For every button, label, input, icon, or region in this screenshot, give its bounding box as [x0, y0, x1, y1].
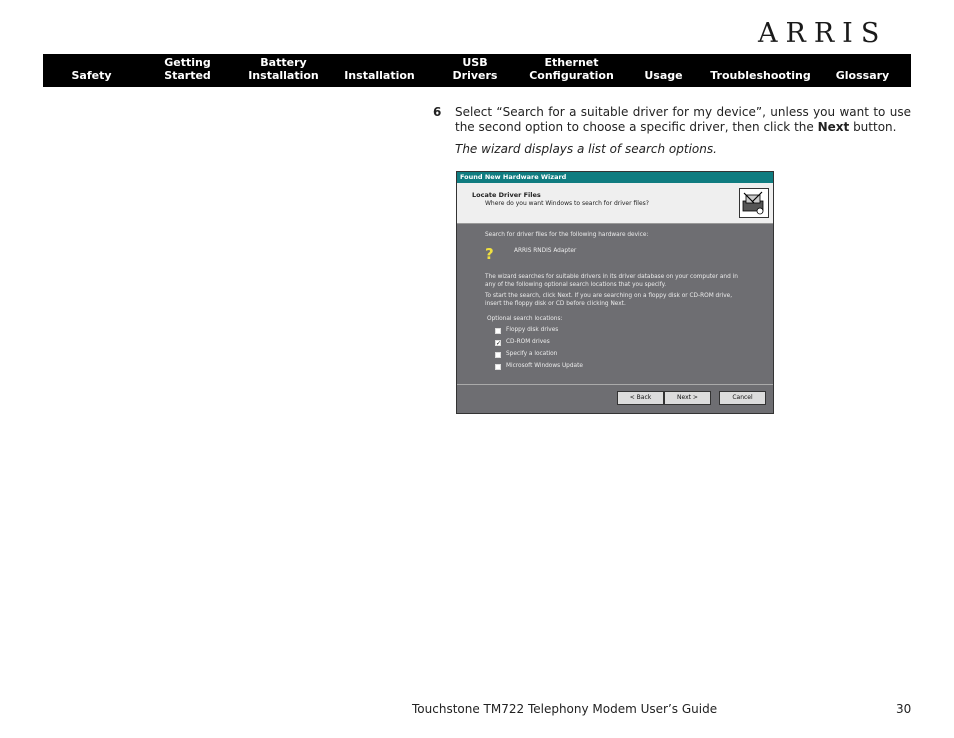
- step-instruction: [455, 105, 911, 135]
- nav-label: Getting Started: [164, 56, 211, 82]
- nav-label: Ethernet Configuration: [529, 56, 614, 82]
- nav-safety[interactable]: [43, 54, 140, 87]
- wizard-search-for: Search for driver files for the following hardware device:: [485, 232, 649, 238]
- arris-logo: ARRIS: [758, 18, 888, 49]
- nav-troubleshooting[interactable]: [707, 54, 814, 87]
- wizard-para1-line2: any of the following optional search locations that you specify.: [485, 282, 667, 288]
- nav-getting-started[interactable]: [140, 54, 235, 87]
- nav-label: Safety: [71, 69, 112, 82]
- floppy-label: Floppy disk drives: [506, 327, 559, 333]
- wizard-para2-line1: To start the search, click Next. If you are searching on a floppy disk or CD-ROM drive,: [485, 293, 733, 299]
- back-button[interactable]: < Back: [617, 391, 664, 405]
- nav-installation[interactable]: [332, 54, 427, 87]
- windows-update-label: Microsoft Windows Update: [506, 363, 583, 369]
- wizard-title-bar: Found New Hardware Wizard: [457, 172, 773, 183]
- nav-label: USB Drivers: [452, 56, 498, 82]
- nav-usage[interactable]: [620, 54, 707, 87]
- location-label: Specify a location: [506, 351, 558, 357]
- nav-glossary[interactable]: [814, 54, 911, 87]
- step-caption: The wizard displays a list of search options.: [455, 142, 717, 156]
- step-text-after: button.: [849, 120, 897, 134]
- wizard-button-divider: [457, 384, 773, 385]
- nav-ethernet-configuration[interactable]: [523, 54, 620, 87]
- floppy-checkbox[interactable]: [495, 328, 501, 334]
- wizard-header-divider: [457, 223, 773, 224]
- windows-update-checkbox[interactable]: [495, 364, 501, 370]
- step-text-bold: Next: [817, 120, 850, 134]
- wizard-header: [457, 183, 773, 223]
- footer-document-title: Touchstone TM722 Telephony Modem User’s Guide: [412, 702, 718, 716]
- wizard-device-name: ARRIS RNDIS Adapter: [514, 248, 577, 254]
- nav-usb-drivers[interactable]: [427, 54, 523, 87]
- next-button[interactable]: Next >: [664, 391, 711, 405]
- top-navigation-bar: [43, 54, 911, 87]
- hardware-wizard-icon: [739, 188, 769, 218]
- step-text-before: Select “Search for a suitable driver for my device”, unless you want to use the second option to choose a specific driver, then click the: [455, 105, 911, 134]
- wizard-para2-line2: insert the floppy disk or CD before clicking Next.: [485, 301, 626, 307]
- nav-label: Installation: [344, 69, 415, 82]
- nav-label: Usage: [644, 69, 683, 82]
- nav-label: Glossary: [835, 69, 890, 82]
- location-checkbox[interactable]: [495, 352, 501, 358]
- wizard-para1-line1: The wizard searches for suitable drivers in its driver database on your computer and in: [485, 274, 738, 280]
- cdrom-label: CD-ROM drives: [506, 339, 550, 345]
- wizard-optional-label: Optional search locations:: [487, 316, 563, 322]
- nav-label: Troubleshooting: [710, 69, 811, 82]
- question-mark-icon: ?: [485, 245, 494, 263]
- page-number: 30: [896, 702, 912, 716]
- cdrom-checkbox[interactable]: ✓: [496, 340, 502, 347]
- wizard-header-title: Locate Driver Files: [472, 191, 541, 199]
- step-number: 6: [433, 105, 442, 119]
- nav-battery-installation[interactable]: [235, 54, 332, 87]
- wizard-header-subtitle: Where do you want Windows to search for driver files?: [485, 200, 649, 207]
- nav-label: Battery Installation: [248, 56, 319, 82]
- cancel-button[interactable]: Cancel: [719, 391, 766, 405]
- wizard-screenshot: [456, 171, 774, 414]
